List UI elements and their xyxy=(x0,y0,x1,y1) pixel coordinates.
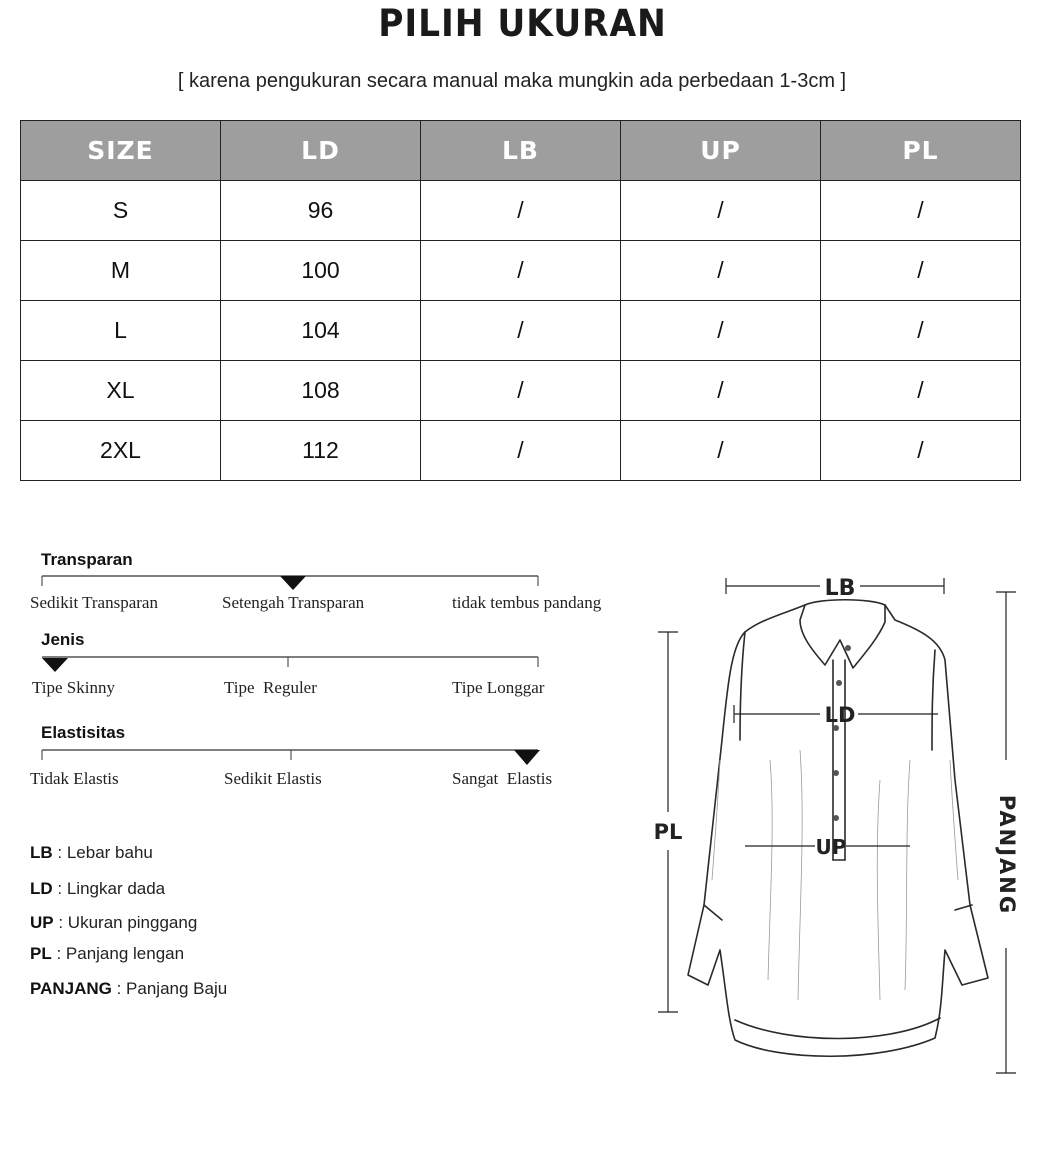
jenis-label: Tipe Skinny xyxy=(32,678,115,697)
table-cell: 2XL xyxy=(21,421,221,481)
lb-label: LB xyxy=(824,576,856,601)
legend-item xyxy=(30,913,197,933)
legend-key: UP xyxy=(30,913,54,932)
panjang-label: PANJANG xyxy=(995,794,1019,916)
column-header: UP xyxy=(621,121,821,181)
table-cell: / xyxy=(821,181,1021,241)
table-cell: / xyxy=(421,241,621,301)
legend-item xyxy=(30,944,184,964)
transparan-label: Setengah Transparan xyxy=(222,593,365,612)
table-cell: / xyxy=(421,181,621,241)
table-cell: L xyxy=(21,301,221,361)
table-cell: M xyxy=(21,241,221,301)
legend-key: PL xyxy=(30,944,52,963)
table-cell: / xyxy=(621,181,821,241)
up-label: UP xyxy=(815,835,847,859)
shirt-buttons xyxy=(833,645,851,821)
table-cell: 96 xyxy=(221,181,421,241)
jenis-marker-icon xyxy=(42,658,68,672)
legend-sep: : xyxy=(51,944,66,963)
table-cell: / xyxy=(821,421,1021,481)
table-cell: / xyxy=(621,421,821,481)
table-cell: / xyxy=(821,301,1021,361)
column-header: LD xyxy=(221,121,421,181)
legend-sep: : xyxy=(111,979,127,998)
table-cell: / xyxy=(621,301,821,361)
column-header: SIZE xyxy=(21,121,221,181)
jenis-label: Tipe Reguler xyxy=(224,678,317,697)
page-title: PILIH UKURAN xyxy=(378,2,667,45)
page-subtitle: [ karena pengukuran secara manual maka mungkin ada perbedaan 1-3cm ] xyxy=(177,70,847,92)
column-header: LB xyxy=(421,121,621,181)
legend-sep: : xyxy=(53,913,68,932)
legend-desc: Lebar bahu xyxy=(66,843,153,862)
elastisitas-marker-icon xyxy=(514,750,540,765)
transparan-title: Transparan xyxy=(41,550,133,569)
legend-desc: Ukuran pinggang xyxy=(67,913,198,932)
pl-label: PL xyxy=(653,820,683,844)
elastisitas-label: Sangat Elastis xyxy=(452,769,553,788)
table-cell: / xyxy=(621,361,821,421)
legend-key: LD xyxy=(30,879,53,898)
elastisitas-label: Sedikit Elastis xyxy=(224,769,322,788)
transparan-label: tidak tembus pandang xyxy=(452,593,602,612)
table-cell: / xyxy=(621,241,821,301)
measurement-lines xyxy=(658,578,1016,1073)
table-cell: / xyxy=(821,361,1021,421)
table-cell: / xyxy=(421,361,621,421)
table-cell: 112 xyxy=(221,421,421,481)
table-cell: S xyxy=(21,181,221,241)
table-cell: / xyxy=(421,421,621,481)
column-header: PL xyxy=(821,121,1021,181)
table-cell: 100 xyxy=(221,241,421,301)
jenis-title: Jenis xyxy=(41,630,85,649)
legend-key: PANJANG xyxy=(30,979,112,998)
legend-item xyxy=(30,979,227,999)
legend-desc: Panjang lengan xyxy=(65,944,185,963)
ld-label: LD xyxy=(824,703,856,727)
legend-sep: : xyxy=(52,843,67,862)
table-cell: XL xyxy=(21,361,221,421)
table-cell: 104 xyxy=(221,301,421,361)
jenis-label: Tipe Longgar xyxy=(452,678,545,697)
legend-sep: : xyxy=(52,879,67,898)
table-cell: / xyxy=(821,241,1021,301)
elastisitas-title: Elastisitas xyxy=(41,723,126,742)
transparan-marker-icon xyxy=(280,576,306,590)
shirt-outline-icon xyxy=(688,600,988,1057)
legend-key: LB xyxy=(30,843,53,862)
legend-desc: Panjang Baju xyxy=(126,979,228,998)
shirt-fold-lines xyxy=(712,750,958,1000)
legend-item xyxy=(30,879,165,899)
table-cell: 108 xyxy=(221,361,421,421)
transparan-label: Sedikit Transparan xyxy=(30,593,158,612)
shirt-diagram xyxy=(640,560,1030,1080)
elastisitas-label: Tidak Elastis xyxy=(30,769,119,788)
table-cell: / xyxy=(421,301,621,361)
legend-item xyxy=(30,843,153,863)
legend-desc: Lingkar dada xyxy=(66,879,166,898)
